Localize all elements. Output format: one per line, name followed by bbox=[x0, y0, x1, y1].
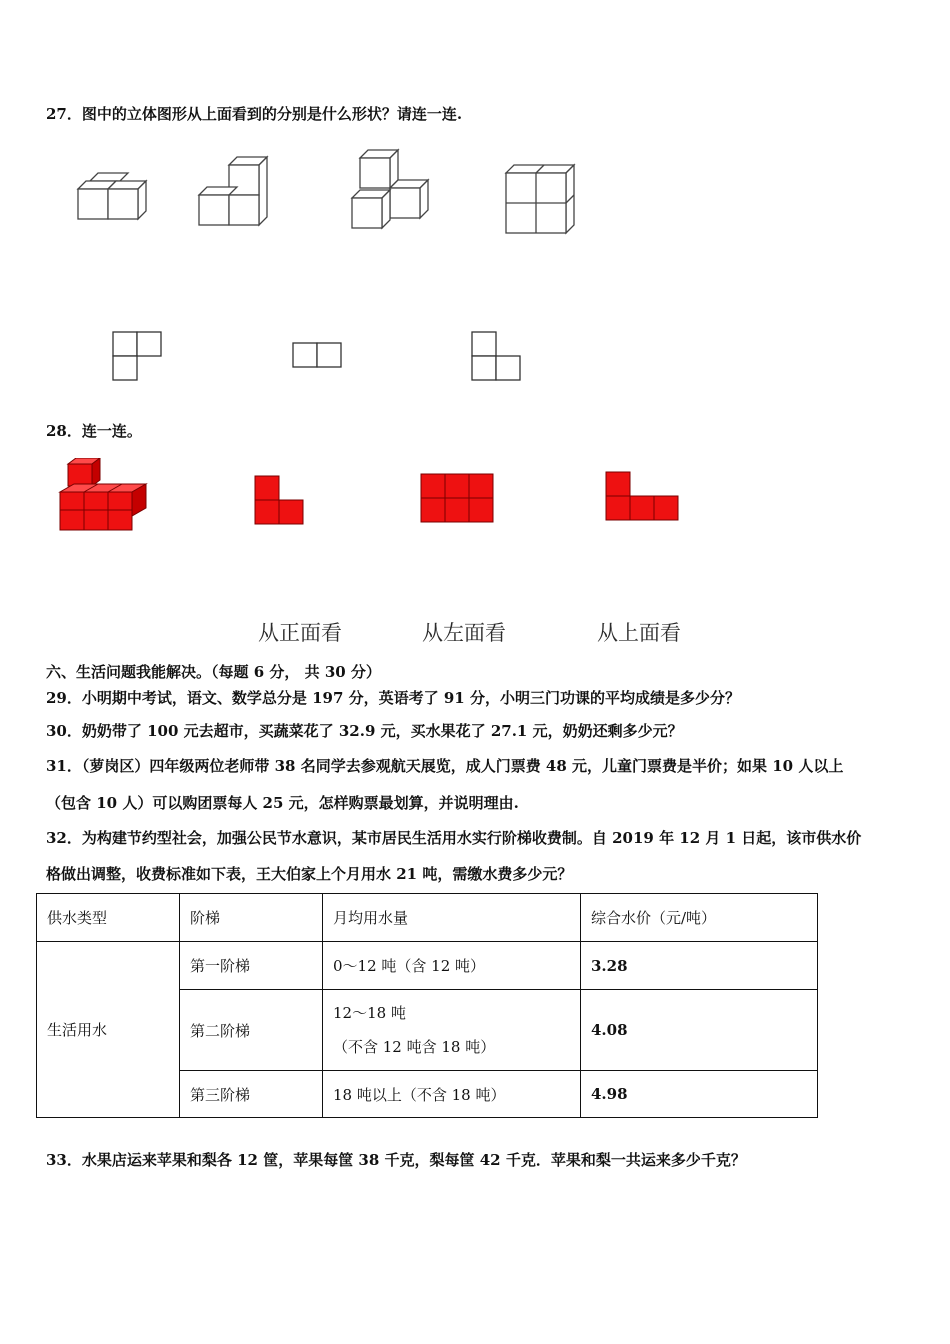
tier-cell: 第二阶梯 bbox=[180, 990, 323, 1071]
header-cell: 阶梯 bbox=[180, 894, 323, 942]
usage-line-1: 12～18 吨 bbox=[333, 1004, 406, 1022]
solid-figure-4 bbox=[502, 160, 582, 240]
question-31-line-2: （包含 10 人）可以购团票每人 25 元，怎样购票最划算，并说明理由. bbox=[46, 794, 519, 812]
tier-cell: 第三阶梯 bbox=[180, 1071, 323, 1118]
question-30: 30．奶奶带了 100 元去超市，买蔬菜花了 32.9 元，买水果花了 27.1 元，奶奶还剩多少元？ bbox=[46, 722, 683, 740]
usage-line-2: （不含 12 吨含 18 吨） bbox=[333, 1038, 496, 1056]
header-cell: 月均用水量 bbox=[323, 894, 581, 942]
price-cell: 4.08 bbox=[581, 990, 818, 1071]
header-cell: 供水类型 bbox=[37, 894, 180, 942]
question-28: 28．连一连。 bbox=[46, 422, 142, 440]
solid-figure-1 bbox=[74, 168, 154, 228]
question-32-line-1: 32．为构建节约型社会，加强公民节水意识，某市居民生活用水实行阶梯收费制。自 2019 年 12 月 1 日起，该市供水价 bbox=[46, 829, 862, 847]
table-row bbox=[37, 942, 818, 990]
water-fee-table bbox=[36, 893, 818, 1118]
solid-figure-2 bbox=[195, 150, 275, 230]
question-33: 33．水果店运来苹果和梨各 12 筐，苹果每筐 38 千克，梨每筐 42 千克．苹果和梨一共运来多少千克？ bbox=[46, 1151, 746, 1169]
label-front-view: 从正面看 bbox=[258, 621, 342, 645]
usage-cell bbox=[323, 990, 581, 1071]
label-top-view: 从上面看 bbox=[597, 621, 681, 645]
tier-cell: 第一阶梯 bbox=[180, 942, 323, 990]
top-view-l-shape-1 bbox=[110, 330, 164, 382]
red-solid-figure bbox=[52, 458, 152, 534]
table-header-row bbox=[37, 894, 818, 942]
question-29: 29．小明期中考试，语文、数学总分是 197 分，英语考了 91 分，小明三门功课的平均成绩是多少分？ bbox=[46, 689, 740, 707]
question-32-line-2: 格做出调整，收费标准如下表，王大伯家上个月用水 21 吨，需缴水费多少元？ bbox=[46, 865, 573, 883]
usage-cell: 18 吨以上（不含 18 吨） bbox=[323, 1071, 581, 1118]
label-left-view: 从左面看 bbox=[422, 621, 506, 645]
question-27: 27．图中的立体图形从上面看到的分别是什么形状？请连一连. bbox=[46, 105, 463, 123]
top-view-l-shape-2 bbox=[469, 330, 523, 382]
section-6-heading: 六、生活问题我能解决。（每题 6 分， 共 30 分） bbox=[46, 663, 381, 681]
price-cell: 3.28 bbox=[581, 942, 818, 990]
usage-cell: 0～12 吨（含 12 吨） bbox=[323, 942, 581, 990]
question-31-line-1: 31．（萝岗区）四年级两位老师带 38 名同学去参观航天展览，成人门票费 48 元，儿童门票费是半价；如果 10 人以上 bbox=[46, 757, 844, 775]
red-view-rectangle bbox=[419, 472, 495, 526]
red-view-long-l-shape bbox=[604, 470, 682, 524]
red-view-l-shape bbox=[253, 474, 307, 528]
solid-figure-3 bbox=[346, 146, 436, 234]
header-cell: 综合水价（元/吨） bbox=[581, 894, 818, 942]
price-cell: 4.98 bbox=[581, 1071, 818, 1118]
water-type-cell: 生活用水 bbox=[37, 942, 180, 1118]
top-view-rectangle bbox=[290, 341, 344, 369]
